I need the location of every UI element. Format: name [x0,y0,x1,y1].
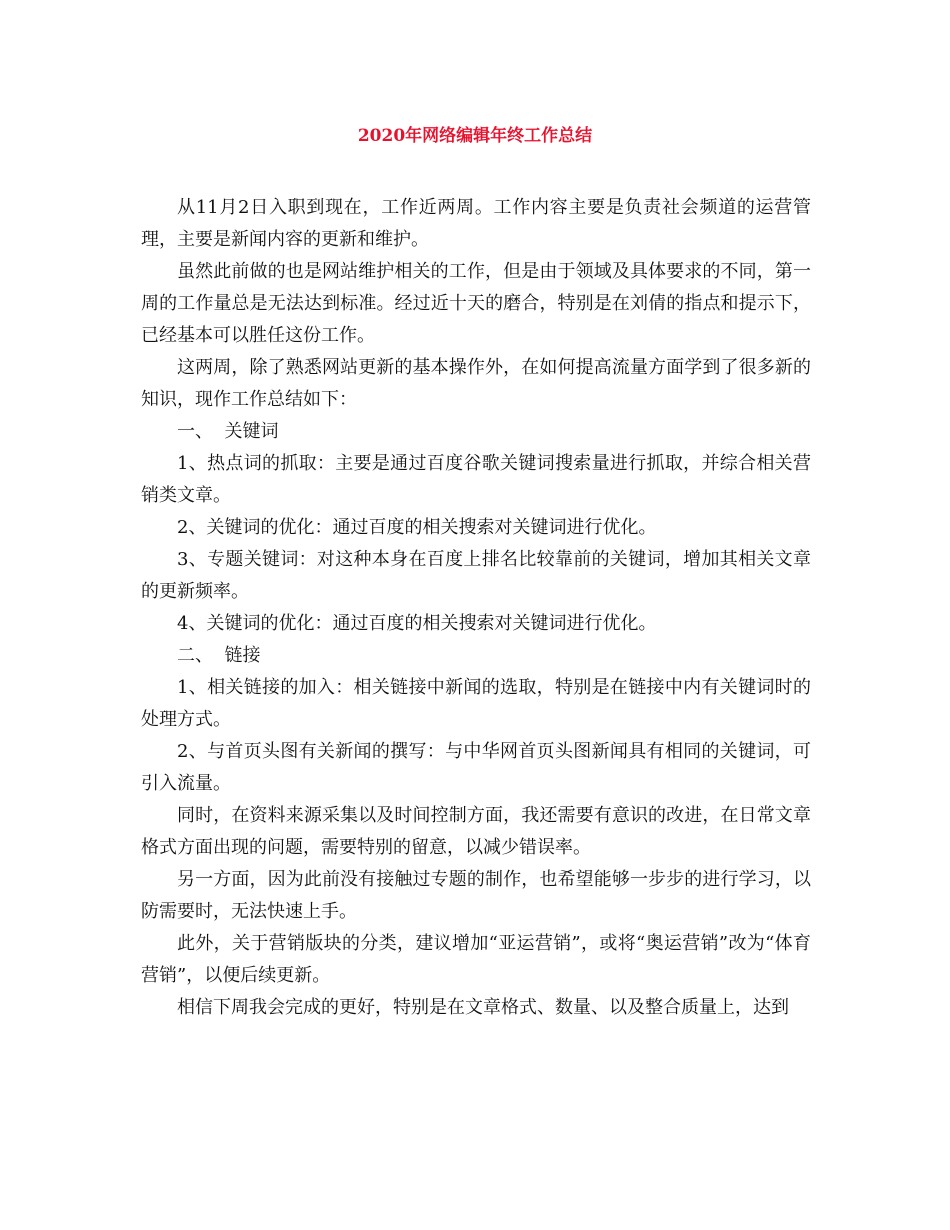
list-item: 1、热点词的抓取：主要是通过百度谷歌关键词搜索量进行抓取，并综合相关营销类文章。 [141,453,811,506]
section-heading-links: 二、 链接 [177,645,261,666]
paragraph-learning: 另一方面，因为此前没有接触过专题的制作，也希望能够一步步的进行学习，以防需要时，无法快速上手。 [141,869,811,922]
paragraph-suggestion: 此外，关于营销版块的分类，建议增加“亚运营销”，或将“奥运营销”改为“体育营销”，以便后续更新。 [141,933,811,986]
paragraph-summary-lead: 这两周，除了熟悉网站更新的基本操作外，在如何提高流量方面学到了很多新的知识，现作工作总结如下： [141,357,811,410]
document-title: 2020年网络编辑年终工作总结 [357,126,593,146]
list-item: 2、关键词的优化：通过百度的相关搜索对关键词进行优化。 [177,517,657,538]
paragraph-improvement: 同时，在资料来源采集以及时间控制方面，我还需要有意识的改进，在日常文章格式方面出现的问题，需要特别的留意，以减少错误率。 [141,805,811,858]
list-item: 4、关键词的优化：通过百度的相关搜索对关键词进行优化。 [177,613,657,634]
section-heading-keywords: 一、 关键词 [177,421,279,442]
list-item: 1、相关链接的加入：相关链接中新闻的选取，特别是在链接中内有关键词时的处理方式。 [141,677,811,730]
paragraph-outlook: 相信下周我会完成的更好，特别是在文章格式、数量、以及整合质量上，达到 [177,997,789,1018]
list-item: 3、专题关键词：对这种本身在百度上排名比较靠前的关键词，增加其相关文章的更新频率。 [141,549,811,602]
paragraph-intro: 从11月2日入职到现在，工作近两周。工作内容主要是负责社会频道的运营管理，主要是新闻内容的更新和维护。 [141,197,811,250]
paragraph-background: 虽然此前做的也是网站维护相关的工作，但是由于领域及具体要求的不同，第一周的工作量总是无法达到标准。经过近十天的磨合，特别是在刘倩的指点和提示下，已经基本可以胜任这份工作。 [141,261,811,346]
list-item: 2、与首页头图有关新闻的撰写：与中华网首页头图新闻具有相同的关键词，可引入流量。 [141,741,811,794]
document-body [141,192,811,1024]
